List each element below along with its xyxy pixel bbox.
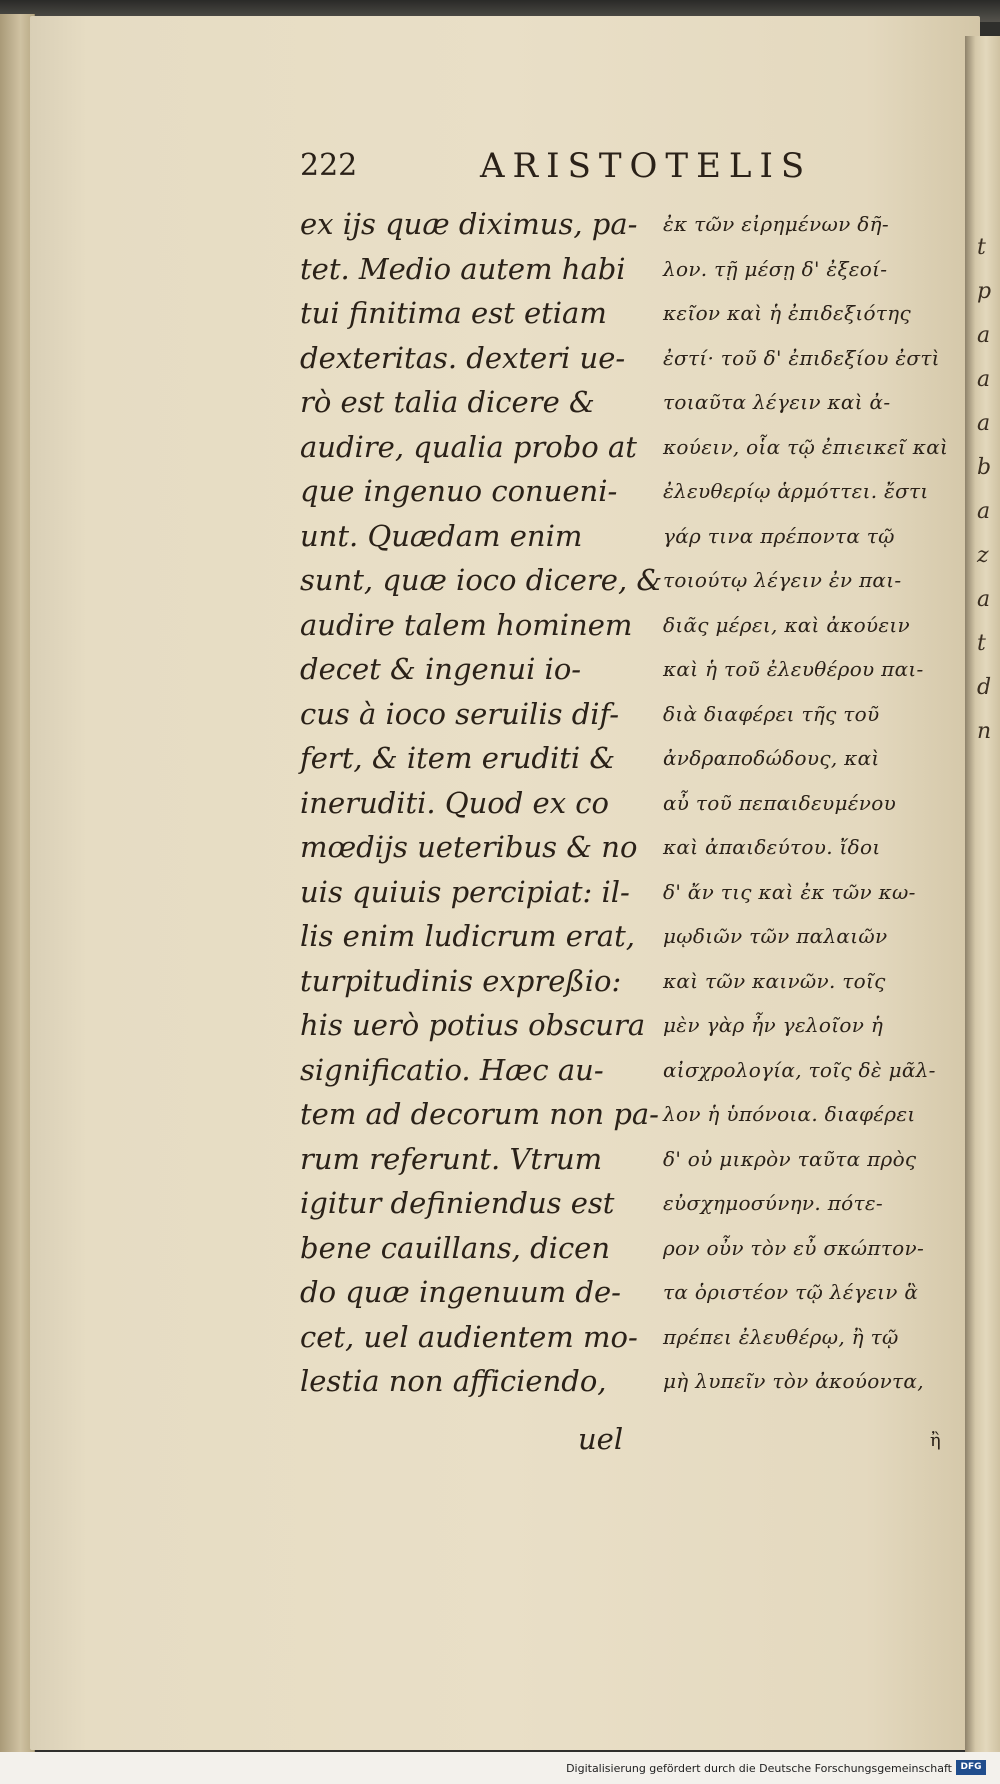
greek-text-line: πρέπει ἐλευθέρῳ, ἢ τῷ — [663, 1324, 899, 1349]
latin-text-line: cet, uel audientem mo- — [300, 1319, 638, 1354]
greek-text-line: ἐλευθερίῳ ἁρμόττει. ἔστι — [663, 479, 929, 503]
gutter-letter: a — [977, 587, 992, 612]
gutter-letter: n — [977, 719, 993, 744]
greek-text-line: διὰ διαφέρει τῆς τοῦ — [663, 701, 880, 726]
facing-page-letters — [977, 226, 1000, 754]
latin-text-line: fert, & item eruditi & — [300, 741, 616, 775]
latin-text-line: turpitudinis expreßio: — [300, 963, 622, 998]
greek-text-line: καὶ ἡ τοῦ ἐλευθέρου παι- — [663, 657, 924, 681]
facing-page-gutter — [965, 36, 1000, 1756]
latin-text-line: cus à ioco seruilis dif- — [300, 696, 620, 731]
greek-catchword: ἢ — [930, 1430, 941, 1451]
latin-text-line: sunt, quæ ioco dicere, & — [300, 563, 663, 597]
latin-text-line: ex ijs quæ diximus, pa- — [300, 207, 638, 241]
latin-text-line: rò est talia dicere & — [300, 385, 595, 419]
latin-text-line: que ingenuo conueni- — [300, 474, 618, 508]
latin-text-line: his uerò potius obscura — [300, 1008, 646, 1042]
greek-text-line: καὶ ἀπαιδεύτου. ἴδοι — [663, 835, 881, 859]
latin-text-line: bene cauillans, dicen — [300, 1230, 611, 1265]
greek-text-line: λον. τῇ μέσῃ δ' ἐξεοί- — [663, 256, 888, 281]
latin-text-line: lis enim ludicrum erat, — [300, 919, 635, 953]
dfg-logo: DFG — [956, 1760, 986, 1775]
gutter-letter: z — [977, 543, 990, 568]
latin-text-line: igitur definiendus est — [300, 1186, 615, 1220]
latin-text-line: unt. Quædam enim — [300, 518, 583, 553]
greek-text-line: μὲν γὰρ ἦν γελοῖον ἡ — [663, 1013, 884, 1037]
gutter-letter: d — [977, 675, 993, 700]
greek-text-line: λον ἡ ὑπόνοια. διαφέρει — [663, 1102, 916, 1126]
greek-text-line: μὴ λυπεῖν τὸν ἀκούοντα, — [663, 1369, 924, 1393]
greek-text-line: δ' οὐ μικρὸν ταῦτα πρὸς — [663, 1146, 917, 1171]
greek-text-line: ἐκ τῶν εἰρημένων δῆ- — [663, 212, 889, 236]
latin-text-line: lestia non afficiendo, — [300, 1364, 607, 1398]
greek-text-line: κούειν, οἷα τῷ ἐπιεικεῖ καὶ — [663, 434, 949, 459]
greek-text-line: ἐστί· τοῦ δ' ἐπιδεξίου ἐστὶ — [663, 345, 940, 370]
gutter-letter: a — [977, 411, 992, 436]
latin-text-line: mœdijs ueteribus & no — [300, 830, 638, 864]
latin-text-line: dexteritas. dexteri ue- — [300, 340, 626, 375]
latin-text-line: tem ad decorum non pa- — [300, 1097, 659, 1131]
greek-text-line: ἀνδραποδώδους, καὶ — [663, 746, 880, 770]
greek-column — [663, 202, 963, 1404]
greek-text-line: αὖ τοῦ πεπαιδευμένου — [663, 790, 897, 815]
greek-text-line: καὶ τῶν καινῶν. τοῖς — [663, 968, 886, 993]
latin-text-line: audire, qualia probo at — [300, 429, 637, 464]
greek-text-line: μῳδιῶν τῶν παλαιῶν — [663, 924, 888, 948]
latin-text-line: do quæ ingenuum de- — [300, 1275, 621, 1309]
gutter-letter: t — [977, 235, 987, 260]
gutter-letter: a — [977, 323, 992, 348]
greek-text-line: κεῖον καὶ ἡ ἐπιδεξιότης — [663, 301, 911, 325]
greek-text-line: τοιαῦτα λέγειν καὶ ἀ- — [663, 390, 891, 414]
latin-text-line: tet. Medio autem habi — [300, 251, 626, 286]
gutter-letter: a — [977, 499, 992, 524]
page-number: 222 — [300, 148, 358, 183]
gutter-letter: a — [977, 367, 992, 392]
gutter-letter: t — [977, 631, 987, 656]
greek-text-line: τα ὁριστέον τῷ λέγειν ἃ — [663, 1280, 919, 1304]
latin-text-line: uis quiuis percipiat: il- — [300, 874, 630, 909]
gutter-letter: b — [977, 455, 993, 480]
latin-text-line: significatio. Hæc au- — [300, 1052, 604, 1087]
greek-text-line: διᾶς μέρει, καὶ ἀκούειν — [663, 612, 910, 637]
greek-text-line: δ' ἄν τις καὶ ἐκ τῶν κω- — [663, 879, 916, 904]
running-title: ARISTOTELIS — [480, 146, 813, 186]
greek-text-line: αἰσχρολογία, τοῖς δὲ μᾶλ- — [663, 1057, 936, 1082]
greek-text-line: ρον οὖν τὸν εὖ σκώπτον- — [663, 1235, 925, 1260]
latin-text-line: tui finitima est etiam — [300, 296, 607, 330]
latin-text-line: ineruditi. Quod ex co — [300, 785, 609, 820]
latin-column — [300, 202, 663, 1404]
greek-text-line: τοιούτῳ λέγειν ἐν παι- — [663, 568, 902, 592]
digitization-credit: Digitalisierung gefördert durch die Deutsche Forschungsgemeinschaft — [566, 1762, 952, 1775]
latin-text-line: decet & ingenui io- — [300, 652, 582, 686]
latin-text-line: rum referunt. Vtrum — [300, 1141, 603, 1176]
greek-text-line: γάρ τινα πρέποντα τῷ — [663, 523, 895, 548]
greek-text-line: εὐσχημοσύνην. πότε- — [663, 1191, 883, 1215]
latin-catchword: uel — [578, 1422, 624, 1456]
latin-text-line: audire talem hominem — [300, 607, 633, 642]
gutter-letter: p — [977, 279, 993, 304]
